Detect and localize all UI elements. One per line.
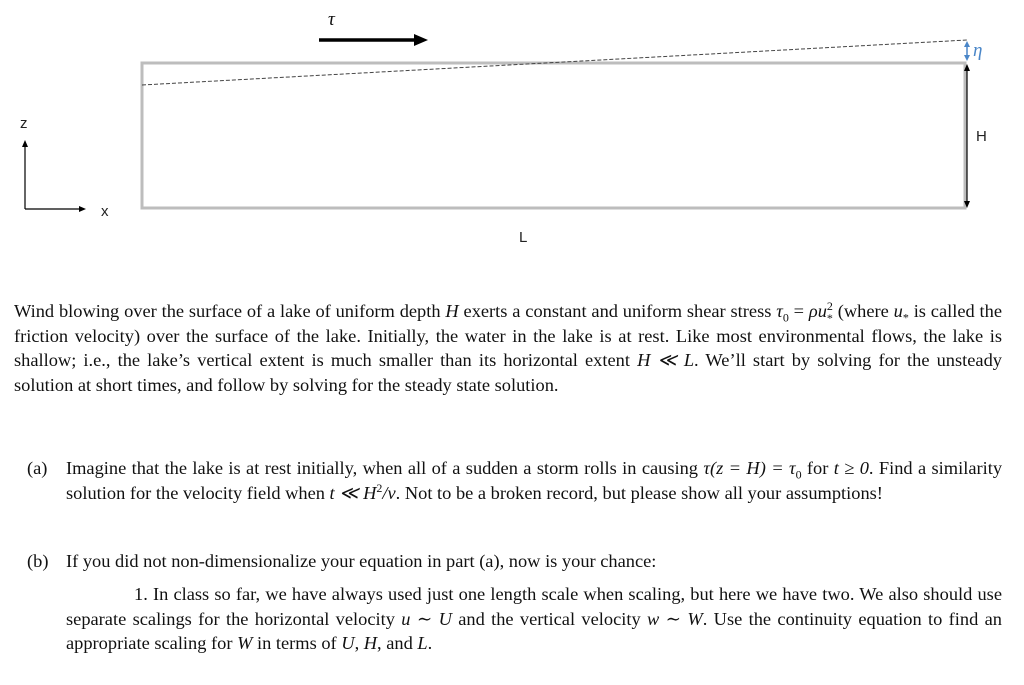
eta-label: η [973,40,983,61]
math-L: L [417,633,428,654]
math-H: H [363,633,378,654]
item-text: in terms of [252,633,342,654]
intro-paragraph [14,299,1002,397]
part-a-t2: for [801,458,834,478]
math-rho-u: ρu [808,301,827,321]
part-b-intro: If you did not non-dimensionalize your equation in part (a), now is your chance: [66,551,657,571]
math-sub: * [826,310,833,325]
math-u-sim-U: u ∼ U [401,608,452,629]
math-t-ge-0: t ≥ 0 [833,458,869,478]
tau-label: τ [328,9,335,30]
math-t-ll-H: t ≪ H [329,482,377,503]
x-label: x [101,203,109,220]
math-w-sim-W: w ∼ W [647,608,703,629]
part-b-item-1 [66,582,1002,656]
lake-rectangle [142,63,965,208]
wind-arrow-head [414,34,428,46]
part-a-t1: Imagine that the lake is at rest initially, when all of a sudden a storm rolls in causing [66,458,704,478]
eta-arrow-up [964,41,970,47]
math-U: U [341,633,355,654]
math-sub: 0 [782,310,789,325]
math-sup: 2 [826,298,833,313]
math-H-ll-L: H ≪ L [637,350,695,371]
math-H: H [445,301,459,321]
l-label: L [519,229,528,246]
math-sub: * [902,310,909,325]
item-text: . Use the continuity equation to find an appropriate scaling for [66,608,1002,654]
part-a-text [66,456,1002,505]
math-W: W [237,633,253,654]
part-a-t4: . Not to be a broken record, but please show all your assumptions! [395,482,883,503]
math-sub: 0 [795,467,802,482]
z-label: z [20,115,28,132]
item-text: In class so far, we have always used just one length scale when scaling, but here we have two. We also should use separate scalings for the horizontal velocity [66,584,1002,629]
eta-arrow-down [964,55,970,61]
intro-text: (where [832,301,894,321]
math-equals: = [788,301,809,321]
math-tau: τ [776,301,783,321]
item-text: and the vertical velocity [451,608,648,629]
math-sup: 2 [376,480,383,495]
x-axis-arrow [79,206,86,212]
part-a-t3: . Find a similarity solution for the velocity field when [66,458,1003,503]
intro-text: exerts a constant and uniform shear stress [458,301,777,321]
item-text: , and [377,633,418,654]
intro-text: . We’ll start by solving for the unsteady solution at short times, and follow by solving for the steady state solution. [14,350,1002,395]
math-over-nu: /ν [382,482,396,503]
math-u: u [893,301,903,321]
h-label: H [976,128,987,145]
intro-text: is called the friction velocity) over the surface of the lake. Initially, the water in the lake is at rest. Like most environmental flows, the lake is shallow; i.e., the lake’s vertical extent is much smaller than its horizontal extent [14,301,1003,371]
item-text: , [354,633,364,654]
lake-diagram [0,0,1024,260]
lake-diagram-svg [0,0,1024,260]
item-text: . [427,633,433,654]
part-a-label: (a) [27,458,48,478]
intro-text: Wind blowing over the surface of a lake of uniform depth [14,301,446,321]
item-number: 1. [134,584,148,604]
part-b-label: (b) [27,551,49,571]
z-axis-arrow [22,140,28,147]
math-tau-eq: τ(z = H) = τ [703,458,796,478]
